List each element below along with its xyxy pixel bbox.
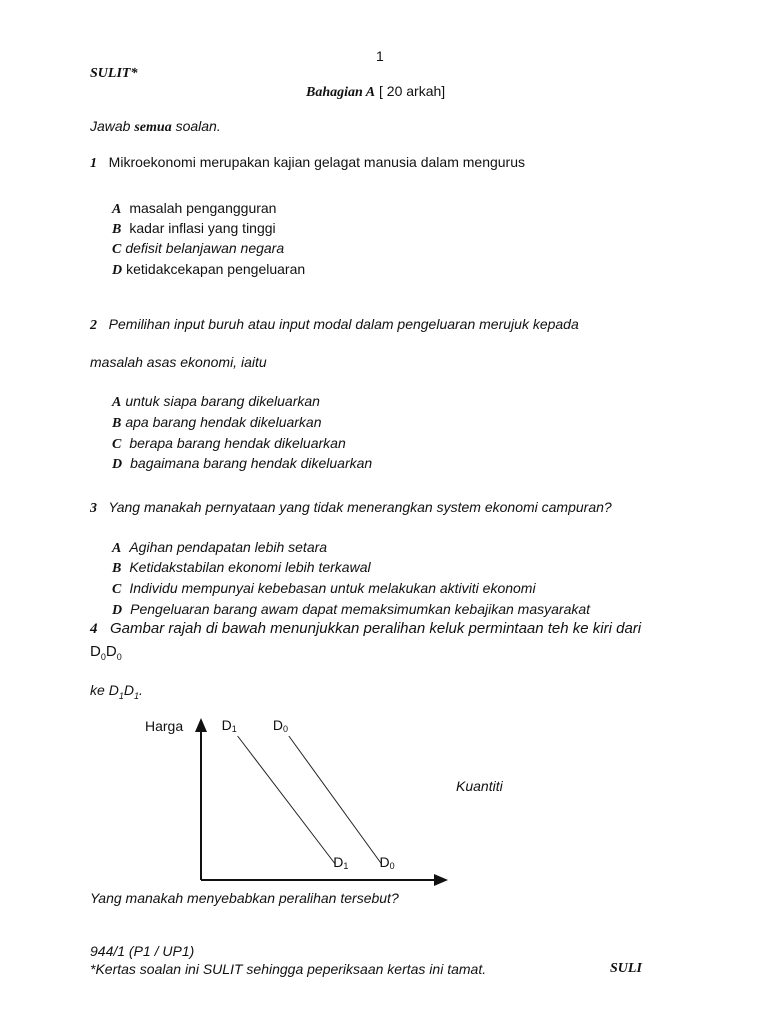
question-4-prompt: Yang manakah menyebabkan peralihan tersebut? <box>90 890 399 906</box>
curve-base: D <box>123 682 134 698</box>
demand-curve-d1 <box>238 736 336 864</box>
y-axis-arrow <box>195 718 207 732</box>
question-text: Mikroekonomi merupakan kajian gelagat manusia dalam mengurus <box>108 154 526 170</box>
question-2-stem-continued: masalah asas ekonomi, iaitu <box>90 354 267 370</box>
curve-suffix: . <box>138 682 143 698</box>
y-axis-label: Harga <box>145 718 184 734</box>
option-letter: A <box>112 541 122 556</box>
option-text: apa barang hendak dikeluarkan <box>125 414 322 430</box>
option-text: Individu mempunyai kebebasan untuk melakukan aktiviti ekonomi <box>129 580 536 596</box>
option-text: kadar inflasi yang tinggi <box>129 220 276 236</box>
option-letter: D <box>112 457 123 472</box>
question-number: 4 <box>90 621 98 637</box>
option-text: untuk siapa barang dikeluarkan <box>125 393 320 409</box>
option-letter: C <box>112 437 122 452</box>
header-classification: SULIT* <box>90 66 138 81</box>
question-number: 2 <box>90 318 97 333</box>
section-title: Bahagian A <box>306 85 376 100</box>
option-text: Agihan pendapatan lebih setara <box>129 539 328 555</box>
curve-prefix: ke <box>90 682 109 698</box>
demand-curve-d0 <box>289 736 382 864</box>
footer-code: 944/1 (P1 / UP1) <box>90 943 195 959</box>
option-letter: C <box>112 242 122 257</box>
option-letter: D <box>112 603 123 618</box>
option-text: ketidakcekapan pengeluaran <box>126 261 306 277</box>
section-marks: [ 20 arkah] <box>379 83 446 99</box>
x-axis-arrow <box>434 874 448 886</box>
question-number: 3 <box>90 501 97 516</box>
curve-label-d0-end: D0 <box>379 854 395 871</box>
option-letter: A <box>112 395 122 410</box>
option-text: berapa barang hendak dikeluarkan <box>129 435 346 451</box>
option-text: Ketidakstabilan ekonomi lebih terkawal <box>129 559 371 575</box>
curve-sub: 0 <box>100 652 106 662</box>
option-letter: C <box>112 582 122 597</box>
curve-label-d1-start: D1 <box>221 717 237 734</box>
option-text: masalah pengangguran <box>129 200 277 216</box>
curve-sub: 1 <box>133 690 139 701</box>
option-letter: B <box>112 416 122 431</box>
option-text: bagaimana barang hendak dikeluarkan <box>130 455 373 471</box>
option-letter: B <box>112 222 122 237</box>
question-text: Pemilihan input buruh atau input modal dalam pengeluaran merujuk kepada <box>108 316 579 332</box>
curve-base: D <box>90 643 101 660</box>
option-letter: B <box>112 561 122 576</box>
curve-sub: 1 <box>118 690 124 701</box>
curve-label-d1-end: D1 <box>333 854 349 871</box>
instruction-after: soalan. <box>171 118 221 134</box>
curve-base: D <box>105 643 117 660</box>
curve-label-d0-start: D0 <box>272 717 288 734</box>
instruction-emphasis: semua <box>134 120 172 135</box>
curve-base: D <box>108 682 119 698</box>
footer-note: *Kertas soalan ini SULIT sehingga peperiksaan kertas ini tamat. <box>90 961 487 977</box>
x-axis-label: Kuantiti <box>456 778 503 794</box>
footer-classification: SULI <box>610 961 642 976</box>
curve-sub: 0 <box>116 652 122 662</box>
option-letter: D <box>112 263 123 278</box>
option-text: Pengeluaran barang awam dapat memaksimumkan kebajikan masyarakat <box>130 601 591 617</box>
page-number: 1 <box>376 48 384 64</box>
question-text: Gambar rajah di bawah menunjukkan peralihan keluk permintaan teh ke kiri dari <box>110 620 642 637</box>
option-text: defisit belanjawan negara <box>125 240 285 256</box>
question-text: Yang manakah pernyataan yang tidak menerangkan system ekonomi campuran? <box>108 499 612 515</box>
instruction-before: Jawab <box>90 118 135 134</box>
question-number: 1 <box>90 156 97 171</box>
option-letter: A <box>112 202 122 217</box>
